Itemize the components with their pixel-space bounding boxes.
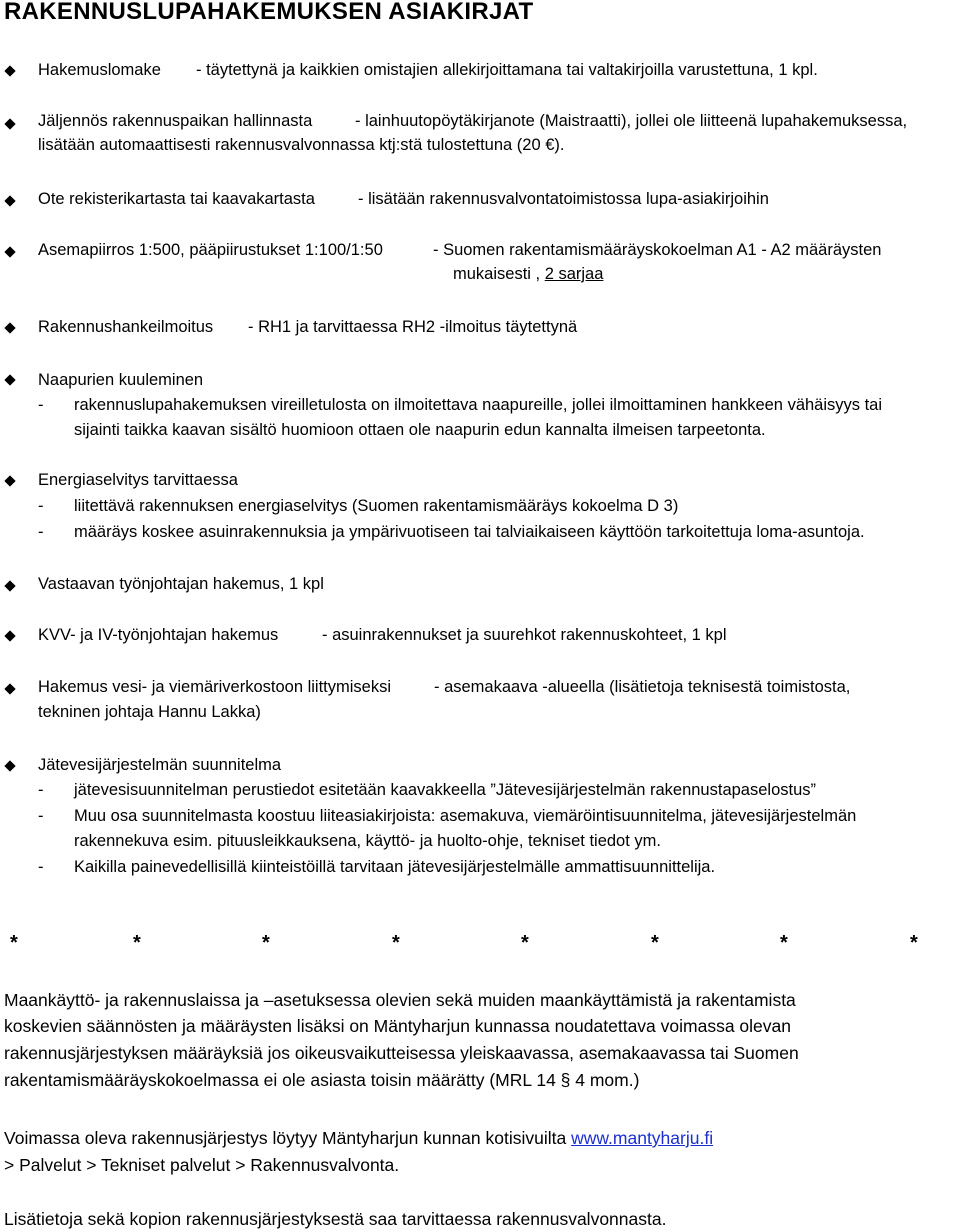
item-label: Hakemuslomake — [38, 61, 161, 79]
dash: - — [38, 858, 44, 876]
item-label: Hakemus vesi- ja viemäriverkostoon liittymiseksi — [38, 678, 392, 696]
item-desc: - lisätään rakennusvalvontatoimistossa lupa-asiakirjoihin — [358, 190, 769, 208]
separator-star: * — [780, 932, 788, 954]
navigation-path: > Palvelut > Tekniset palvelut > Rakennusvalvonta. — [4, 1155, 400, 1175]
item-desc: - asemakaava -alueella (lisätietoja teknisestä toimistosta, — [434, 678, 851, 696]
bullet-diamond-icon — [4, 683, 15, 694]
dash: - — [38, 497, 44, 515]
footer-paragraph-line: Maankäyttö- ja rakennuslaissa ja –asetuksessa olevien sekä muiden maankäyttämistä ja rakentamista — [4, 990, 796, 1010]
dash: - — [38, 807, 44, 825]
footer-paragraph-line: koskevien säännösten ja määräysten lisäksi on Mäntyharjun kunnassa noudatettava voimassa olevan — [4, 1016, 791, 1036]
website-info-text: Voimassa oleva rakennusjärjestys löytyy Mäntyharjun kunnan kotisivuilta — [4, 1128, 572, 1148]
item-label: Vastaavan työnjohtajan hakemus, 1 kpl — [38, 575, 324, 593]
dash: - — [38, 396, 44, 414]
website-link[interactable]: www.mantyharju.fi — [571, 1128, 714, 1148]
item-label: Naapurien kuuleminen — [38, 371, 204, 389]
item-desc: - täytettynä ja kaikkien omistajien allekirjoittamana tai valtakirjoilla varustettuna, 1 kpl. — [196, 61, 818, 79]
item-label: Ote rekisterikartasta tai kaavakartasta — [38, 190, 315, 208]
footer-paragraph-line: rakentamismääräyskokoelmassa ei ole asiasta toisin määrätty (MRL 14 § 4 mom.) — [4, 1070, 640, 1090]
item-desc-cont: tekninen johtaja Hannu Lakka) — [38, 703, 261, 721]
item-label: Jäljennös rakennuspaikan hallinnasta — [38, 112, 313, 130]
mukaisesti-text: mukaisesti , — [453, 265, 541, 283]
separator-star: * — [133, 932, 141, 954]
bullet-diamond-icon — [4, 374, 15, 385]
dash: - — [38, 781, 44, 799]
sarjaa-text: 2 sarjaa — [544, 265, 604, 283]
separator-star: * — [521, 932, 529, 954]
page-title: RAKENNUSLUPAHAKEMUKSEN ASIAKIRJAT — [4, 0, 534, 25]
item-sub-cont: sijainti taikka kaavan sisältö huomioon ottaen ole naapurin edun kannalta ilmeisen tarpeetonta. — [74, 421, 766, 439]
item-desc-cont: lisätään automaattisesti rakennusvalvonnassa ktj:stä tulostettuna (20 €). — [38, 136, 565, 154]
separator-star: * — [651, 932, 659, 954]
bullet-diamond-icon — [4, 580, 15, 591]
item-desc: - lainhuutopöytäkirjanote (Maistraatti), jollei ole liitteenä lupahakemuksessa, — [355, 112, 908, 130]
item-desc: - asuinrakennukset ja suurehkot rakennuskohteet, 1 kpl — [322, 626, 727, 644]
separator-star: * — [10, 932, 18, 954]
bullet-diamond-icon — [4, 195, 15, 206]
item-desc-cont — [453, 262, 603, 286]
separator-star: * — [262, 932, 270, 954]
bullet-diamond-icon — [4, 246, 15, 257]
footer-paragraph-line: rakennusjärjestyksen määräyksiä jos oikeusvaikutteisessa yleiskaavassa, asemakaavassa tai Suomen — [4, 1043, 799, 1063]
item-desc: - Suomen rakentamismääräyskokoelman A1 - A2 määräysten — [433, 241, 882, 259]
item-sub: rakennuslupahakemuksen vireilletulosta on ilmoitettava naapureille, jollei ilmoittaminen hankkeen vähäisyys tai — [74, 396, 883, 414]
item-sub-cont: rakennekuva esim. pituusleikkauksena, käyttö- ja huolto-ohje, tekniset tiedot ym. — [74, 832, 661, 850]
bullet-diamond-icon — [4, 760, 15, 771]
item-sub: jätevesisuunnitelman perustiedot esitetään kaavakkeella ”Jätevesijärjestelmän rakennustapaselostus” — [74, 781, 817, 799]
dash: - — [38, 523, 44, 541]
item-sub: määräys koskee asuinrakennuksia ja ympärivuotiseen tai talviaikaiseen käyttöön tarkoitettuja loma-asuntoja. — [74, 523, 865, 541]
item-label: Energiaselvitys tarvittaessa — [38, 471, 238, 489]
bullet-diamond-icon — [4, 630, 15, 641]
item-label: KVV- ja IV-työnjohtajan hakemus — [38, 626, 279, 644]
bullet-diamond-icon — [4, 65, 15, 76]
item-label: Jätevesijärjestelmän suunnitelma — [38, 756, 282, 774]
item-label: Asemapiirros 1:500, pääpiirustukset 1:100/1:50 — [38, 241, 383, 259]
separator-star: * — [392, 932, 400, 954]
bullet-diamond-icon — [4, 322, 15, 333]
bullet-diamond-icon — [4, 475, 15, 486]
footer-closing: Lisätietoja sekä kopion rakennusjärjestyksestä saa tarvittaessa rakennusvalvonnasta. — [4, 1209, 667, 1229]
website-info — [4, 1126, 713, 1151]
item-sub: liitettävä rakennuksen energiaselvitys (Suomen rakentamismääräys kokoelma D 3) — [74, 497, 679, 515]
item-label: Rakennushankeilmoitus — [38, 318, 214, 336]
bullet-diamond-icon — [4, 118, 15, 129]
item-sub: Muu osa suunnitelmasta koostuu liiteasiakirjoista: asemakuva, viemäröintisuunnitelma, jätevesijärjestelmän — [74, 807, 857, 825]
item-sub: Kaikilla painevedellisillä kiinteistöillä tarvitaan jätevesijärjestelmälle ammattisuunnittelija. — [74, 858, 716, 876]
separator-star: * — [910, 932, 918, 954]
item-desc: - RH1 ja tarvittaessa RH2 -ilmoitus täytettynä — [248, 318, 578, 336]
